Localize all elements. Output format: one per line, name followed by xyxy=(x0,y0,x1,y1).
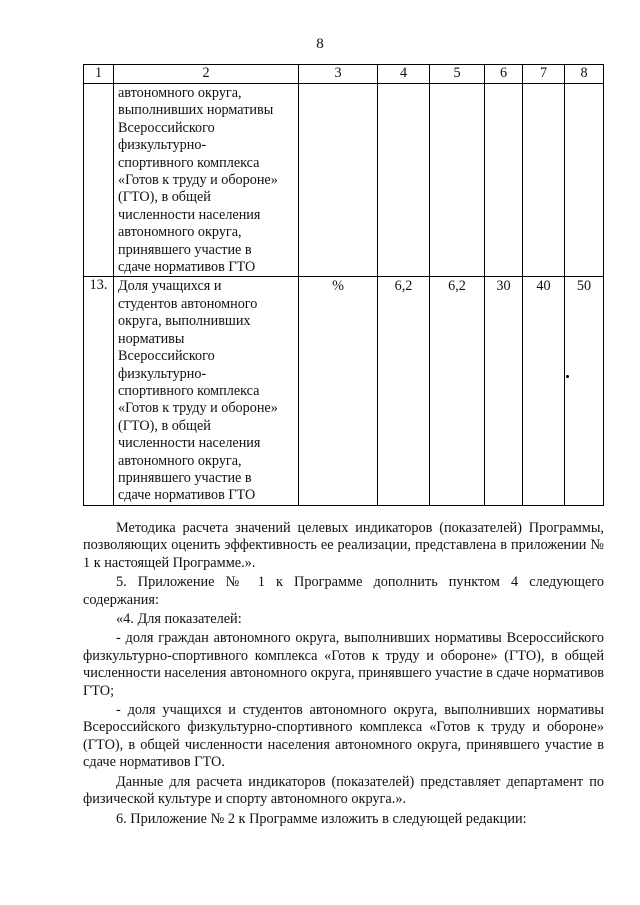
description-line: физкультурно- xyxy=(118,137,207,154)
indicators-table xyxy=(83,64,604,506)
description-line: сдаче нормативов ГТО xyxy=(118,259,256,276)
row-description xyxy=(114,277,299,505)
row-description xyxy=(114,84,299,277)
description-line: автономного округа, xyxy=(118,452,242,469)
description-line: принявшего участие в xyxy=(118,241,252,258)
header-cell: 4 xyxy=(378,65,430,84)
description-line: Всероссийского xyxy=(118,348,215,365)
paragraph: Данные для расчета индикаторов (показателей) представляет департамент по физической культуре и спорту автономного округа.». xyxy=(83,773,604,808)
header-cell: 5 xyxy=(430,65,485,84)
document-body xyxy=(83,520,604,828)
description-line: автономного округа, xyxy=(118,224,242,241)
description-line: спортивного комплекса xyxy=(118,154,260,171)
header-cell: 8 xyxy=(565,65,604,84)
header-cell: 6 xyxy=(485,65,523,84)
description-line: принявшего участие в xyxy=(118,469,252,486)
paragraph: - доля учащихся и студентов автономного округа, выполнивших нормативы Всероссийского физкультурно-спортивного комплекса «Готов к труду и обороне» (ГТО), в общей численности населения автономного округа, принявшего участие в сдаче нормативов ГТО. xyxy=(83,702,604,771)
page-number: 8 xyxy=(316,36,324,52)
unit-cell xyxy=(299,84,378,277)
description-line: (ГТО), в общей xyxy=(118,417,211,434)
value-cell xyxy=(430,84,485,277)
header-cell: 2 xyxy=(114,65,299,84)
header-cell: 3 xyxy=(299,65,378,84)
table-row-13 xyxy=(84,277,604,505)
description-line: физкультурно- xyxy=(118,365,207,382)
description-line: (ГТО), в общей xyxy=(118,189,211,206)
table-header-row xyxy=(84,65,604,84)
paragraph: Методика расчета значений целевых индикаторов (показателей) Программы, позволяющих оценить эффективность ее реализации, представлена в приложении № 1 к настоящей Программе.». xyxy=(83,520,604,571)
value-cell xyxy=(523,84,565,277)
description-line: спортивного комплекса xyxy=(118,382,260,399)
description-line: «Готов к труду и обороне» xyxy=(118,400,278,417)
value-cell: 30 xyxy=(485,277,523,505)
row-number-cell xyxy=(84,84,114,277)
paragraph: - доля граждан автономного округа, выполнивших нормативы Всероссийского физкультурно-спортивного комплекса «Готов к труду и обороне» (ГТО), в общей численности населения автономного округа, принявшего участие в сдаче нормативов ГТО; xyxy=(83,630,604,699)
description-line: численности населения xyxy=(118,435,261,452)
description-line: округа, выполнивших xyxy=(118,313,251,330)
paragraph: 5. Приложение № 1 к Программе дополнить пунктом 4 следующего содержания: xyxy=(83,574,604,608)
row-number-cell: 13. xyxy=(84,277,114,505)
description-line: сдаче нормативов ГТО xyxy=(118,487,256,504)
description-line: выполнивших нормативы xyxy=(118,102,274,119)
description-line: «Готов к труду и обороне» xyxy=(118,172,278,189)
value-cell: 50 xyxy=(565,277,604,505)
table-row-continued xyxy=(84,84,604,277)
description-line: Всероссийского xyxy=(118,119,215,136)
description-line: Доля учащихся и xyxy=(118,278,222,295)
description-line: численности населения xyxy=(118,206,261,223)
paragraph: «4. Для показателей: xyxy=(116,611,242,628)
unit-cell: % xyxy=(299,277,378,505)
value-cell xyxy=(485,84,523,277)
description-line: автономного округа, xyxy=(118,85,242,101)
paragraph: 6. Приложение № 2 к Программе изложить в следующей редакции: xyxy=(116,810,527,827)
value-cell xyxy=(565,84,604,277)
value-cell: 6,2 xyxy=(430,277,485,505)
ink-speck xyxy=(566,375,569,378)
header-cell: 7 xyxy=(523,65,565,84)
value-cell: 6,2 xyxy=(378,277,430,505)
description-line: нормативы xyxy=(118,330,185,347)
description-line: студентов автономного xyxy=(118,295,258,312)
value-cell xyxy=(378,84,430,277)
header-cell: 1 xyxy=(84,65,114,84)
value-cell: 40 xyxy=(523,277,565,505)
